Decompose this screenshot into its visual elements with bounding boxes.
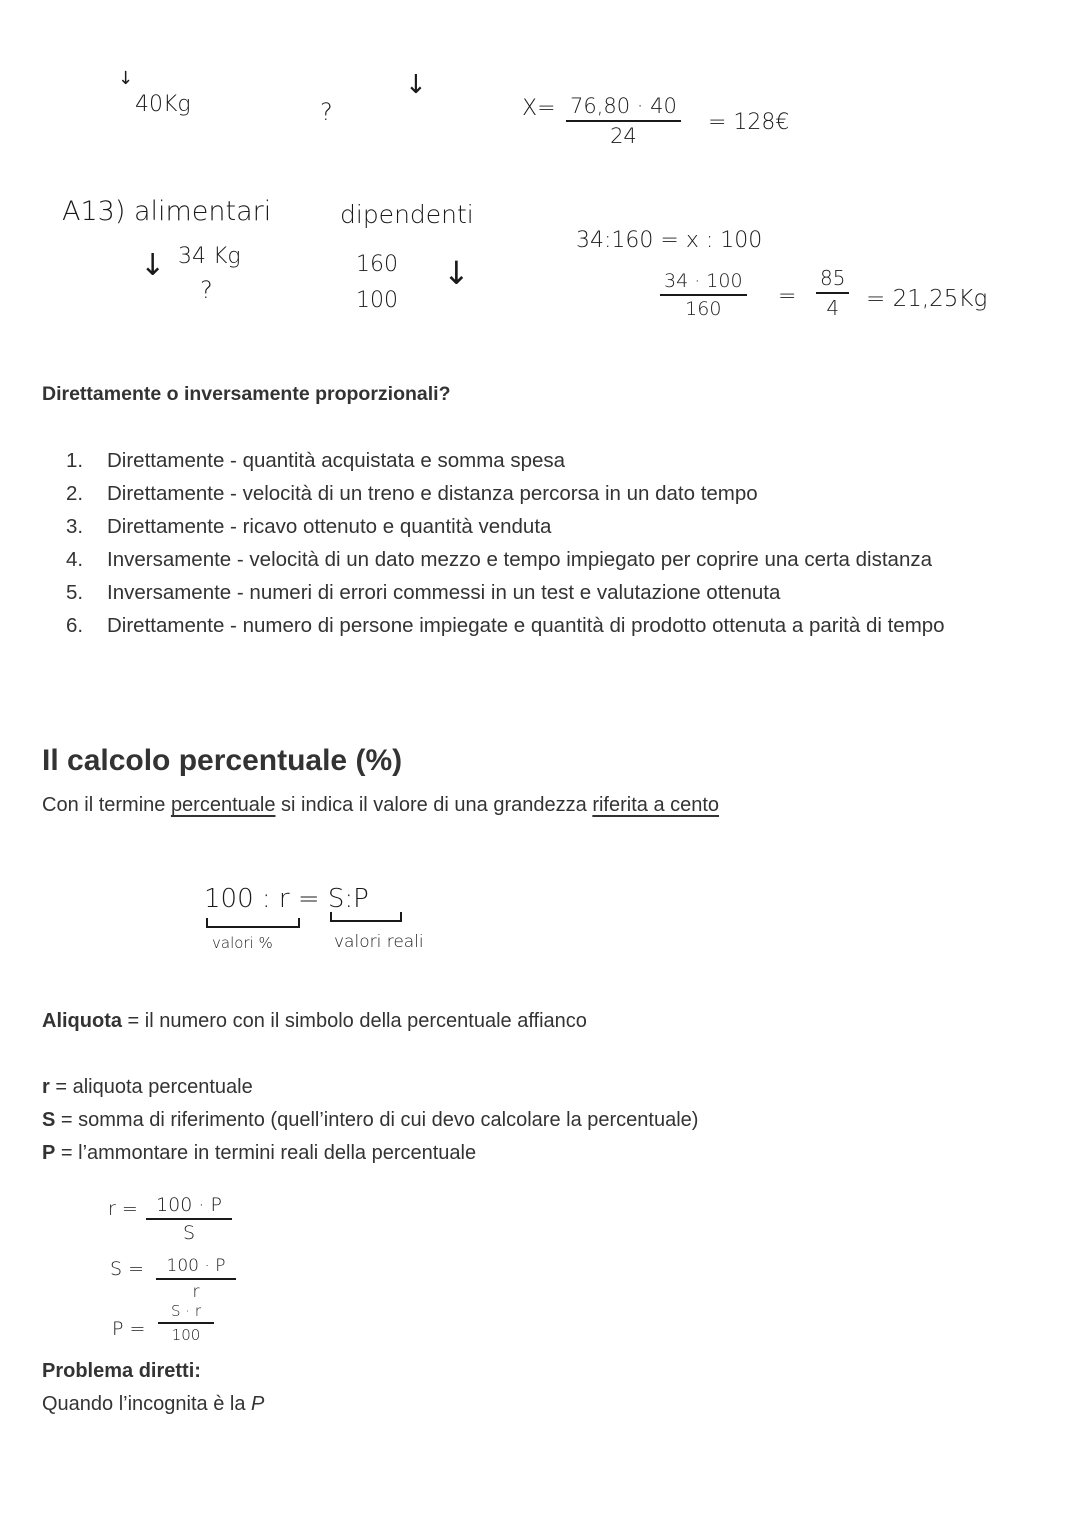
hand-r-lhs: r = xyxy=(108,1198,138,1220)
fraction-denominator: r xyxy=(192,1282,200,1302)
hand-a13-kg: 34 Kg xyxy=(178,244,241,269)
list-item: 4. Inversamente - velocità di un dato mezzo e tempo impiegato per coprire una certa distanza xyxy=(66,548,932,571)
hand-proportion: 34:160 = x : 100 xyxy=(576,228,763,253)
fraction-numerator: S · r xyxy=(158,1302,214,1324)
down-arrow-icon: ↓ xyxy=(118,68,134,89)
list-item: 6. Direttamente - numero di persone impiegate e quantità di prodotto ottenuta a parità di tempo xyxy=(66,614,945,637)
percent-intro: Con il termine percentuale si indica il valore di una grandezza riferita a cento xyxy=(42,794,720,816)
list-item: 2. Direttamente - velocità di un treno e distanza percorsa in un dato tempo xyxy=(66,482,758,505)
down-arrow-icon: ↓ xyxy=(443,254,470,292)
down-arrow-icon: ↓ xyxy=(140,248,166,283)
hand-dipendenti: dipendenti xyxy=(340,200,474,229)
list-item: 1. Direttamente - quantità acquistata e somma spesa xyxy=(66,449,566,472)
hand-calc-fraction xyxy=(660,270,747,320)
hand-p-fraction xyxy=(158,1302,214,1344)
fraction-numerator: 100 · P xyxy=(156,1256,236,1280)
hand-formula-fraction xyxy=(566,94,681,148)
proportion-list xyxy=(66,444,1016,642)
fraction-denominator: 100 xyxy=(171,1326,201,1344)
hand-label-valori-percent: valori % xyxy=(212,934,273,952)
hand-100: 100 xyxy=(356,288,398,313)
list-item: 3. Direttamente - ricavo ottenuto e quantità venduta xyxy=(66,515,552,538)
hand-weight-40kg: 40Kg xyxy=(135,92,191,117)
hand-formula-lhs: X= xyxy=(522,96,556,121)
hand-question-top: ? xyxy=(320,98,333,126)
hand-160: 160 xyxy=(356,252,398,277)
fraction-numerator: 76,80 · 40 xyxy=(566,94,681,122)
problema-heading: Problema diretti: xyxy=(42,1360,201,1382)
equals-sign: = xyxy=(778,284,797,309)
definition-r: r = aliquota percentuale xyxy=(42,1076,253,1098)
hand-a13-label: A13) alimentari xyxy=(62,196,272,227)
section-heading: Direttamente o inversamente proporzionali? xyxy=(42,383,451,405)
link-riferita-a-cento: riferita a cento xyxy=(592,794,720,816)
hand-percent-formula: 100 : r = S:P xyxy=(204,884,369,914)
definition-p: P = l’ammontare in termini reali della percentuale xyxy=(42,1142,477,1164)
bracket-right xyxy=(330,912,402,922)
hand-result-fraction xyxy=(816,266,849,320)
hand-result-kg: = 21,25Kg xyxy=(866,286,988,312)
definition-s: S = somma di riferimento (quell’intero di cui devo calcolare la percentuale) xyxy=(42,1109,699,1131)
hand-p-lhs: P = xyxy=(112,1318,146,1340)
problema-text: Quando l’incognita è la P xyxy=(42,1393,265,1415)
fraction-numerator: 34 · 100 xyxy=(660,270,747,296)
aliquota-definition: Aliquota = il numero con il simbolo della percentuale affianco xyxy=(42,1010,587,1032)
page-title: Il calcolo percentuale (%) xyxy=(42,744,403,777)
hand-r-fraction xyxy=(146,1194,232,1244)
down-arrow-icon: ↓ xyxy=(405,70,427,100)
fraction-denominator: 4 xyxy=(826,296,840,320)
list-item: 5. Inversamente - numeri di errori commessi in un test e valutazione ottenuta xyxy=(66,581,781,604)
fraction-numerator: 100 · P xyxy=(146,1194,232,1220)
fraction-numerator: 85 xyxy=(816,266,849,294)
fraction-denominator: 24 xyxy=(610,124,637,148)
bracket-left xyxy=(206,918,300,928)
fraction-denominator: 160 xyxy=(685,298,722,320)
hand-label-valori-reali: valori reali xyxy=(334,932,424,952)
hand-s-fraction xyxy=(156,1256,236,1302)
hand-formula-result: = 128€ xyxy=(708,110,790,135)
hand-s-lhs: S = xyxy=(110,1258,145,1280)
fraction-denominator: S xyxy=(182,1222,196,1244)
link-percentuale: percentuale xyxy=(170,794,276,816)
hand-a13-question: ? xyxy=(200,276,213,304)
